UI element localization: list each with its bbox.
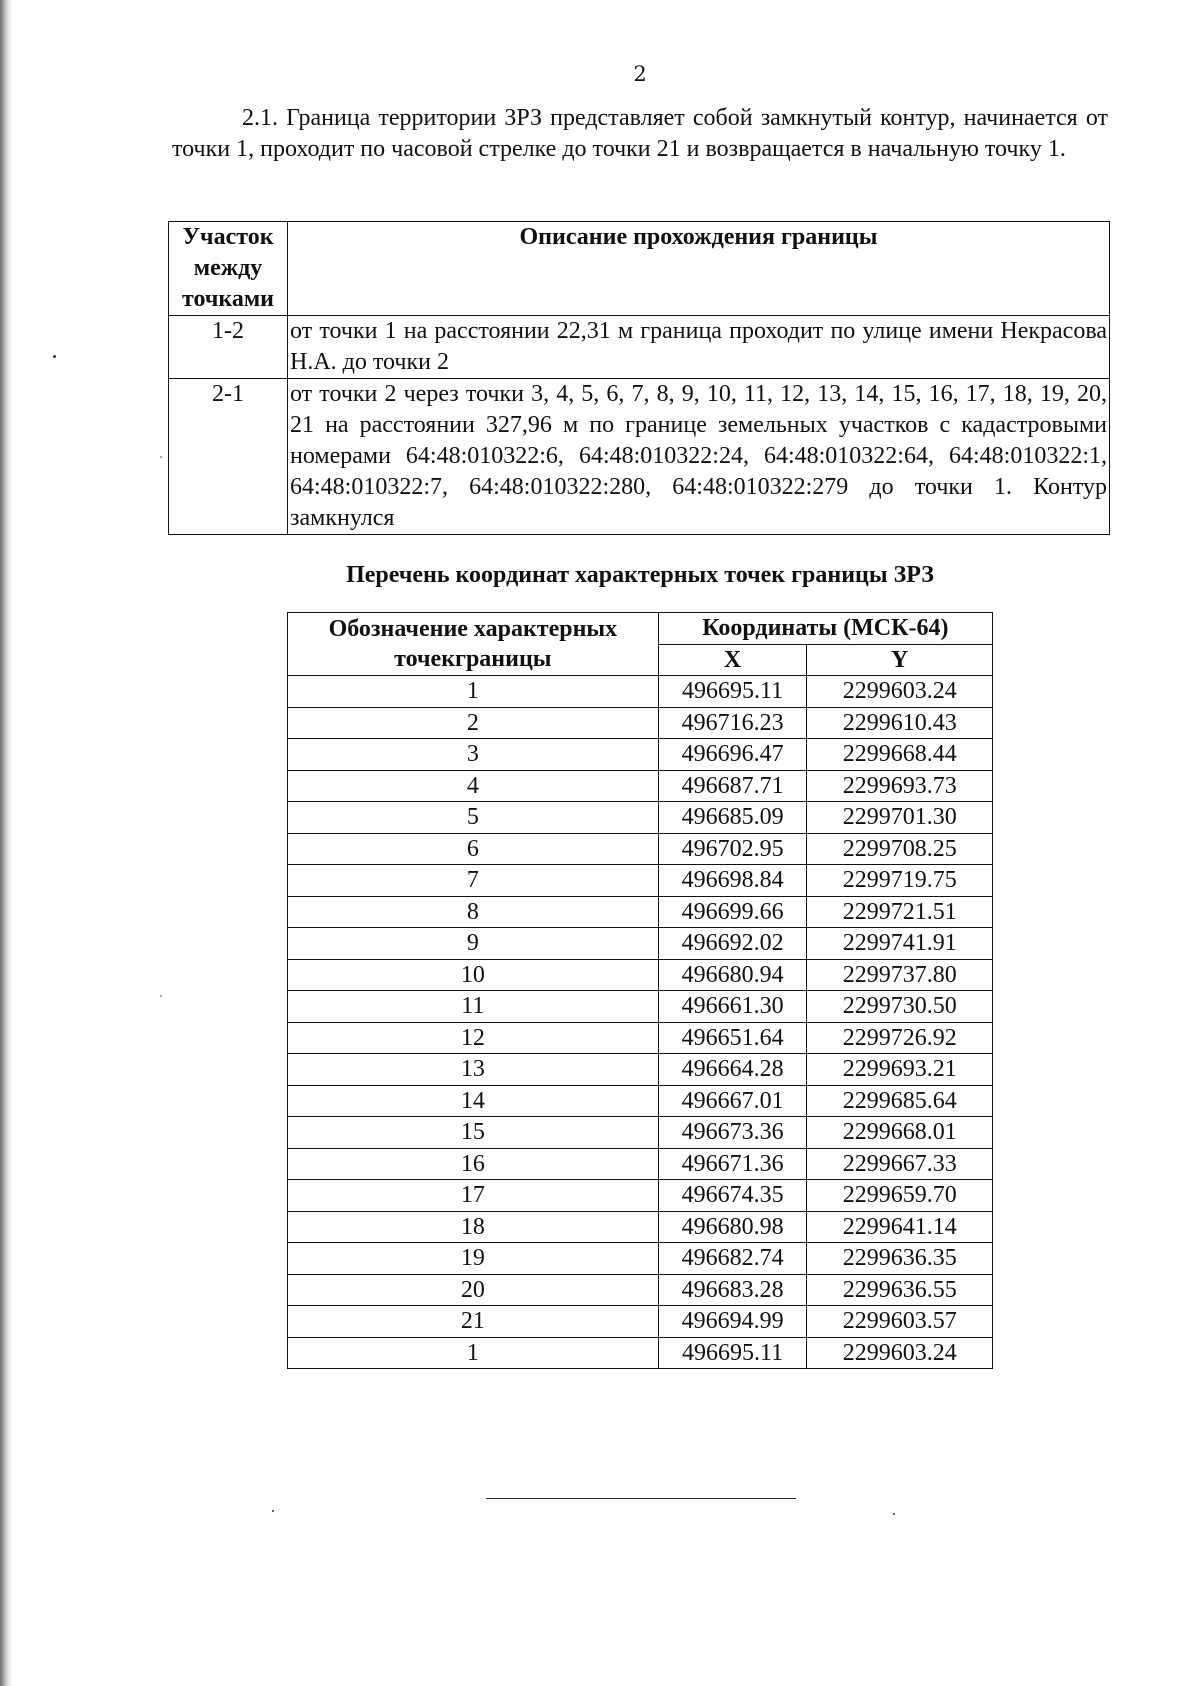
table-row [288,1180,993,1212]
y-cell: 2299636.35 [807,1243,993,1275]
point-cell: 2 [288,707,659,739]
header-x: X [658,644,807,676]
point-cell: 15 [288,1117,659,1149]
table-row [288,1085,993,1117]
intro-text: 2.1. Граница территории ЗРЗ представляет собой замкнутый контур, начинается от точки 1, проходит по часовой стрелке до точки 21 и возвращается в начальную точку 1. [172,105,1108,162]
point-cell: 9 [288,928,659,960]
coordinates-table [287,612,993,1369]
boundary-row [169,379,1110,535]
point-cell: 13 [288,1054,659,1086]
segment-cell: 2-1 [169,379,288,535]
x-cell: 496685.09 [658,802,807,834]
x-cell: 496692.02 [658,928,807,960]
boundary-row [169,316,1110,379]
point-cell: 3 [288,739,659,771]
point-cell: 4 [288,770,659,802]
table-row [288,1117,993,1149]
table-row [288,991,993,1023]
x-cell: 496651.64 [658,1022,807,1054]
x-cell: 496695.11 [658,676,807,708]
page-number: 2 [633,62,647,86]
header-coordinates: Координаты (МСК-64) [658,613,992,645]
x-cell: 496699.66 [658,896,807,928]
x-cell: 496667.01 [658,1085,807,1117]
table-row [288,928,993,960]
point-cell: 5 [288,802,659,834]
y-cell: 2299610.43 [807,707,993,739]
table-row [288,1306,993,1338]
end-of-document-rule [486,1498,796,1499]
x-cell: 496671.36 [658,1148,807,1180]
table-row [288,1022,993,1054]
point-cell: 11 [288,991,659,1023]
table-row [288,1274,993,1306]
table-row [288,865,993,897]
y-cell: 2299730.50 [807,991,993,1023]
table-row [288,896,993,928]
scan-speck [160,995,162,997]
description-cell: от точки 1 на расстоянии 22,31 м граница проходит по улице имени Некрасова Н.А. до точки 2 [288,316,1110,379]
scan-speck [893,1513,895,1515]
table-row [288,1211,993,1243]
point-cell: 16 [288,1148,659,1180]
y-cell: 2299641.14 [807,1211,993,1243]
point-cell: 18 [288,1211,659,1243]
y-cell: 2299685.64 [807,1085,993,1117]
y-cell: 2299603.57 [807,1306,993,1338]
table-row [288,959,993,991]
y-cell: 2299668.44 [807,739,993,771]
x-cell: 496696.47 [658,739,807,771]
coords-header-row [288,613,993,645]
table-row [288,770,993,802]
description-cell: от точки 2 через точки 3, 4, 5, 6, 7, 8, 9, 10, 11, 12, 13, 14, 15, 16, 17, 18, 19, 20, 21 на расстоянии 327,96 м по границе земельных участков с кадастровыми номерами 64:48:010322:6, 64:48:010322:24, 64:48:010322:64, 64:48:010322:1, 64:48:010322:7, 64:48:010322:280, 64:48:010322:279 до точки 1. Контур замкнулся [288,379,1110,535]
table-row [288,1243,993,1275]
x-cell: 496683.28 [658,1274,807,1306]
table-row [288,1148,993,1180]
scan-speck [160,456,162,458]
header-point-name: Обозначение характерных точекграницы [288,613,659,676]
point-cell: 19 [288,1243,659,1275]
point-cell: 10 [288,959,659,991]
y-cell: 2299659.70 [807,1180,993,1212]
segment-cell: 1-2 [169,316,288,379]
x-cell: 496680.98 [658,1211,807,1243]
y-cell: 2299668.01 [807,1117,993,1149]
x-cell: 496661.30 [658,991,807,1023]
point-cell: 20 [288,1274,659,1306]
y-cell: 2299636.55 [807,1274,993,1306]
point-cell: 1 [288,1337,659,1369]
x-cell: 496673.36 [658,1117,807,1149]
boundary-table-header [169,222,1110,316]
header-segment: Участок между точками [169,222,288,316]
table-row [288,1337,993,1369]
x-cell: 496687.71 [658,770,807,802]
scan-speck [272,1510,274,1512]
y-cell: 2299667.33 [807,1148,993,1180]
x-cell: 496698.84 [658,865,807,897]
header-description: Описание прохождения границы [288,222,1110,316]
point-cell: 8 [288,896,659,928]
x-cell: 496694.99 [658,1306,807,1338]
y-cell: 2299693.73 [807,770,993,802]
y-cell: 2299603.24 [807,1337,993,1369]
intro-paragraph [172,103,1108,165]
y-cell: 2299719.75 [807,865,993,897]
table-row [288,1054,993,1086]
scan-speck [53,355,56,358]
y-cell: 2299726.92 [807,1022,993,1054]
table-row [288,833,993,865]
y-cell: 2299741.91 [807,928,993,960]
point-cell: 17 [288,1180,659,1212]
x-cell: 496695.11 [658,1337,807,1369]
point-cell: 1 [288,676,659,708]
y-cell: 2299693.21 [807,1054,993,1086]
x-cell: 496664.28 [658,1054,807,1086]
table-row [288,707,993,739]
x-cell: 496716.23 [658,707,807,739]
table-row [288,739,993,771]
header-y: Y [807,644,993,676]
coordinates-title: Перечень координат характерных точек границы ЗРЗ [346,562,934,588]
table-row [288,676,993,708]
y-cell: 2299708.25 [807,833,993,865]
coords-body [288,676,993,1369]
y-cell: 2299737.80 [807,959,993,991]
x-cell: 496702.95 [658,833,807,865]
point-cell: 7 [288,865,659,897]
table-row [288,802,993,834]
scan-edge-shadow [0,0,12,1686]
boundary-description-table [168,221,1110,535]
y-cell: 2299701.30 [807,802,993,834]
point-cell: 14 [288,1085,659,1117]
x-cell: 496682.74 [658,1243,807,1275]
x-cell: 496680.94 [658,959,807,991]
point-cell: 6 [288,833,659,865]
x-cell: 496674.35 [658,1180,807,1212]
point-cell: 12 [288,1022,659,1054]
y-cell: 2299721.51 [807,896,993,928]
point-cell: 21 [288,1306,659,1338]
y-cell: 2299603.24 [807,676,993,708]
